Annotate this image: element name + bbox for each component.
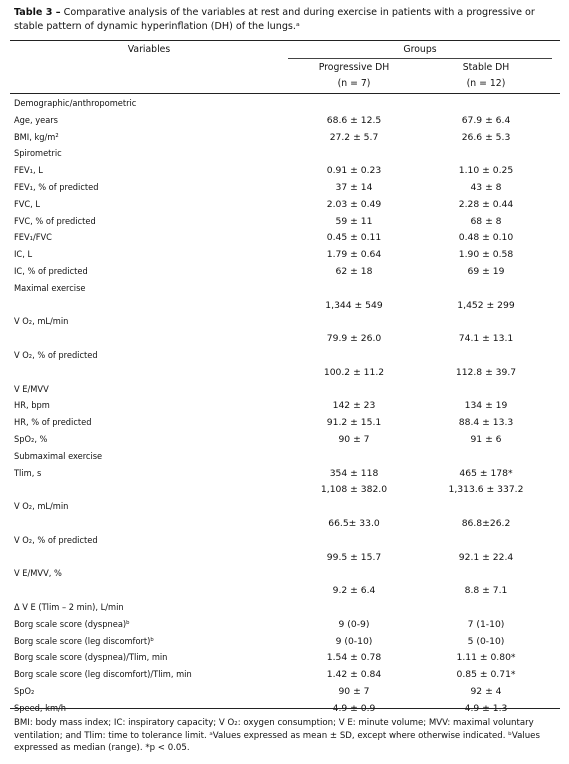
table-row [0, 179, 569, 195]
row-label: FEV₁, L [14, 165, 43, 177]
row-label: FVC, % of predicted [14, 215, 96, 227]
header-rule [10, 93, 560, 94]
stable-value: 68 ± 8 [470, 215, 502, 227]
table-row [0, 599, 569, 615]
row-label: FVC, L [14, 198, 41, 210]
header-progressive-n: (n = 7) [337, 78, 371, 89]
groups-rule [288, 58, 552, 59]
progressive-value: 68.6 ± 12.5 [326, 114, 382, 126]
row-label: V E/MVV, % [14, 568, 62, 580]
row-label: IC, % of predicted [14, 266, 88, 277]
row-label: FEV₁/FVC [14, 232, 52, 244]
stable-value: 26.6 ± 5.3 [461, 131, 511, 143]
stable-value: 74.1 ± 13.1 [458, 333, 514, 345]
table-row [0, 129, 569, 145]
progressive-value: 79.9 ± 26.0 [326, 333, 382, 345]
progressive-value: 62 ± 18 [335, 266, 373, 277]
stable-value: 1.11 ± 0.80* [456, 652, 516, 664]
row-label: Borg scale score (leg discomfort)/Tlim, min [14, 669, 192, 681]
progressive-value: 9 (0-10) [335, 635, 373, 647]
table-row [0, 683, 569, 699]
table-row [0, 330, 569, 346]
row-label: SpO₂ [14, 686, 35, 697]
header-variables: Variables [127, 44, 171, 55]
table-row [0, 465, 569, 481]
row-label: V O₂, mL/min [14, 501, 69, 513]
stable-value: 0.48 ± 0.10 [458, 232, 514, 244]
row-label: Speed, km/h [14, 702, 67, 714]
progressive-value: 2.03 ± 0.49 [326, 198, 382, 210]
progressive-value: 100.2 ± 11.2 [323, 366, 385, 378]
progressive-value: 1.54 ± 0.78 [326, 652, 382, 664]
stable-value: 7 (1-10) [467, 618, 505, 630]
stable-value: 465 ± 178* [459, 467, 513, 479]
progressive-value: 90 ± 7 [338, 686, 370, 697]
table-row [0, 532, 569, 548]
table-title: Comparative analysis of the variables at rest and during exercise in patients with a progressive or stable pattern of dynamic hyperinflation (DH) of the lungs.ᵃ [14, 7, 535, 32]
row-label: Borg scale score (dyspnea)/Tlim, min [14, 652, 168, 664]
stable-value: 2.28 ± 0.44 [458, 198, 514, 210]
progressive-value: 1,344 ± 549 [325, 299, 383, 311]
progressive-value: 37 ± 14 [335, 182, 373, 193]
row-label: V E/MVV [14, 383, 49, 395]
progressive-value: 1.79 ± 0.64 [326, 249, 382, 261]
table-row [0, 313, 569, 329]
table-row [0, 263, 569, 279]
stable-value: 88.4 ± 13.3 [458, 417, 514, 429]
stable-value: 1,313.6 ± 337.2 [448, 484, 524, 496]
progressive-value: 59 ± 11 [335, 215, 373, 227]
row-label: Submaximal exercise [14, 450, 103, 462]
row-label: Maximal exercise [14, 282, 86, 294]
table-row [0, 649, 569, 665]
table-row [0, 498, 569, 514]
table-footnote: BMI: body mass index; IC: inspiratory capacity; V O₂: oxygen consumption; V E: minute volume; MVV: maximal voluntary ventilation; and Tlim: time to tolerance limit. ᵃValues expressed as mean ± SD, except where otherwise indicated. ᵇValues expressed as median (range). *p < 0.05. [14, 718, 540, 753]
progressive-value: 1,108 ± 382.0 [320, 484, 388, 496]
stable-value: 1,452 ± 299 [457, 299, 515, 311]
progressive-value: 1.42 ± 0.84 [326, 669, 382, 681]
table-row [0, 481, 569, 497]
table-row [0, 95, 569, 111]
stable-value: 0.85 ± 0.71* [456, 669, 516, 681]
table-row [0, 112, 569, 128]
stable-value: 92 ± 4 [470, 686, 502, 697]
table-row [0, 565, 569, 581]
table-row [0, 515, 569, 531]
progressive-value: 0.91 ± 0.23 [326, 165, 382, 177]
stable-value: 112.8 ± 39.7 [455, 366, 517, 378]
stable-value: 69 ± 19 [467, 266, 505, 277]
progressive-value: 9.2 ± 6.4 [332, 585, 376, 597]
table-row [0, 347, 569, 363]
stable-value: 8.8 ± 7.1 [464, 585, 508, 597]
header-stable-n: (n = 12) [466, 78, 506, 89]
table-row [0, 297, 569, 313]
row-label: V O₂, % of predicted [14, 534, 98, 546]
table-row [0, 162, 569, 178]
row-label: V O₂, % of predicted [14, 350, 98, 361]
stable-value: 1.90 ± 0.58 [458, 249, 514, 261]
table-row [0, 280, 569, 296]
table-row [0, 229, 569, 245]
table-row [0, 397, 569, 413]
table-row [0, 582, 569, 598]
row-label: FEV₁, % of predicted [14, 182, 99, 193]
progressive-value: 27.2 ± 5.7 [329, 131, 379, 143]
row-label: HR, bpm [14, 400, 50, 412]
row-label: SpO₂, % [14, 434, 48, 445]
row-label: Borg scale score (dyspnea)ᵇ [14, 618, 130, 630]
row-label: Tlim, s [14, 467, 42, 479]
table-row [0, 196, 569, 212]
stable-value: 5 (0-10) [467, 635, 505, 647]
top-rule [10, 40, 560, 41]
table-row [0, 448, 569, 464]
stable-value: 4.9 ± 1.3 [464, 702, 508, 714]
stable-value: 86.8±26.2 [461, 518, 511, 529]
table-row [0, 145, 569, 161]
stable-value: 92.1 ± 22.4 [458, 551, 514, 563]
table-row [0, 549, 569, 565]
row-label: V O₂, mL/min [14, 316, 69, 328]
row-label: HR, % of predicted [14, 417, 92, 429]
table-row [0, 246, 569, 262]
progressive-value: 66.5± 33.0 [328, 518, 380, 529]
header-groups: Groups [403, 44, 437, 55]
table-row [0, 414, 569, 430]
stable-value: 134 ± 19 [464, 400, 508, 412]
progressive-value: 91.2 ± 15.1 [326, 417, 382, 429]
stable-value: 91 ± 6 [470, 434, 502, 445]
row-label: Δ V E (Tlim – 2 min), L/min [14, 602, 124, 613]
table-caption [14, 6, 559, 34]
table-row [0, 633, 569, 649]
header-progressive: Progressive DH [318, 62, 390, 73]
table-row [0, 381, 569, 397]
stable-value: 67.9 ± 6.4 [461, 114, 511, 126]
table-row [0, 616, 569, 632]
bottom-rule [10, 708, 560, 709]
table-row [0, 666, 569, 682]
stable-value: 1.10 ± 0.25 [458, 165, 514, 177]
header-stable: Stable DH [462, 62, 510, 73]
row-label: IC, L [14, 249, 33, 261]
table-row [0, 213, 569, 229]
progressive-value: 0.45 ± 0.11 [326, 232, 382, 244]
progressive-value: 142 ± 23 [332, 400, 376, 412]
row-label: BMI, kg/m² [14, 131, 59, 143]
progressive-value: 4.9 ± 0.9 [332, 702, 376, 714]
row-label: Borg scale score (leg discomfort)ᵇ [14, 635, 154, 647]
table-row [0, 364, 569, 380]
progressive-value: 354 ± 118 [329, 467, 379, 479]
progressive-value: 90 ± 7 [338, 434, 370, 445]
table-row [0, 431, 569, 447]
row-label: Age, years [14, 114, 58, 126]
stable-value: 43 ± 8 [470, 182, 502, 193]
progressive-value: 9 (0-9) [338, 618, 370, 630]
row-label: Spirometric [14, 148, 62, 160]
progressive-value: 99.5 ± 15.7 [326, 551, 382, 563]
row-label: Demographic/anthropometric [14, 98, 137, 109]
table-number: Table 3 – [14, 7, 61, 18]
